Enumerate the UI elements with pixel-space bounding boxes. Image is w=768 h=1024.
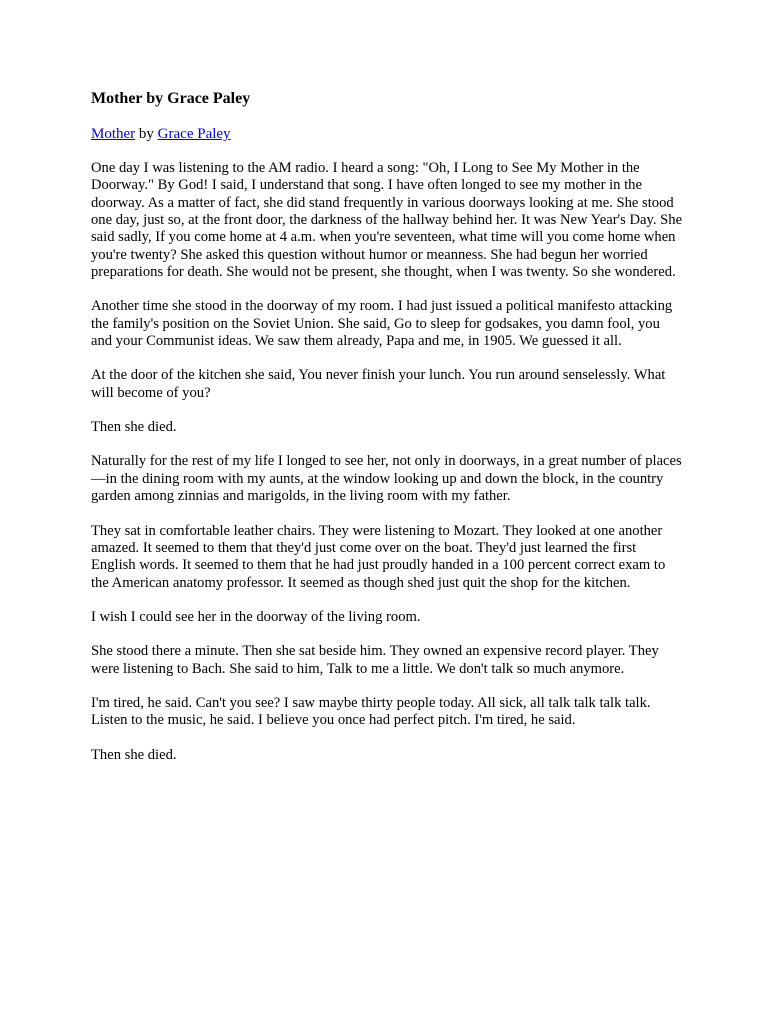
- paragraph: She stood there a minute. Then she sat beside him. They owned an expensive record player. They were listening to Bach. She said to him, Talk to me a little. We don't talk so much anymore.: [91, 643, 659, 677]
- paragraph: At the door of the kitchen she said, You never finish your lunch. You run around senselessly. What will become of you?: [91, 367, 666, 401]
- story-link[interactable]: Mother: [91, 126, 136, 142]
- paragraph: They sat in comfortable leather chairs. They were listening to Mozart. They looked at one another amazed. It seemed to them that they'd just come over on the boat. They'd just learned the first English words. It seemed to them that he had just proudly handed in a 100 percent correct exam to the American anatomy professor. It seemed as though shed just quit the shop for the kitchen.: [91, 522, 666, 591]
- paragraph: I'm tired, he said. Can't you see? I saw maybe thirty people today. All sick, all talk talk talk talk. Listen to the music, he said. I believe you once had perfect pitch. I'm tired, he said.: [91, 694, 651, 729]
- author-link[interactable]: Grace Paley: [157, 126, 231, 142]
- paragraph: One day I was listening to the AM radio. I heard a song: "Oh, I Long to See My Mother in the Doorway." By God! I said, I understand that song. I have often longed to see my mother in the doorway. As a matter of fact, she did stand frequently in various doorways looking at me. She stood one day, just so, at the front door, the darkness of the hallway behind her. It was New Year's Day. She said sadly, If you come home at 4 a.m. when you're seventeen, what time will you come home when you're twenty? She asked this question without humor or meanness. She had begun her worried preparations for death. She would not be present, she thought, when I was twenty. So she wondered.: [91, 160, 683, 281]
- byline-by-text: by: [135, 126, 158, 142]
- paragraph: Naturally for the rest of my life I longed to see her, not only in doorways, in a great number of places—in the dining room with my aunts, at the window looking up and down the block, in the country garden among zinnias and marigolds, in the living room with my father.: [91, 453, 682, 505]
- paragraph: Then she died.: [91, 419, 177, 436]
- document-page: [91, 89, 683, 781]
- paragraph: Then she died.: [91, 746, 177, 763]
- paragraph: I wish I could see her in the doorway of the living room.: [91, 608, 421, 625]
- byline: [91, 126, 683, 143]
- paragraph: Another time she stood in the doorway of my room. I had just issued a political manifesto attacking the family's position on the Soviet Union. She said, Go to sleep for godsakes, you damn fool, you and your Communist ideas. We saw them already, Papa and me, in 1905. We guessed it all.: [91, 298, 673, 350]
- page-title: Mother by Grace Paley: [91, 90, 251, 107]
